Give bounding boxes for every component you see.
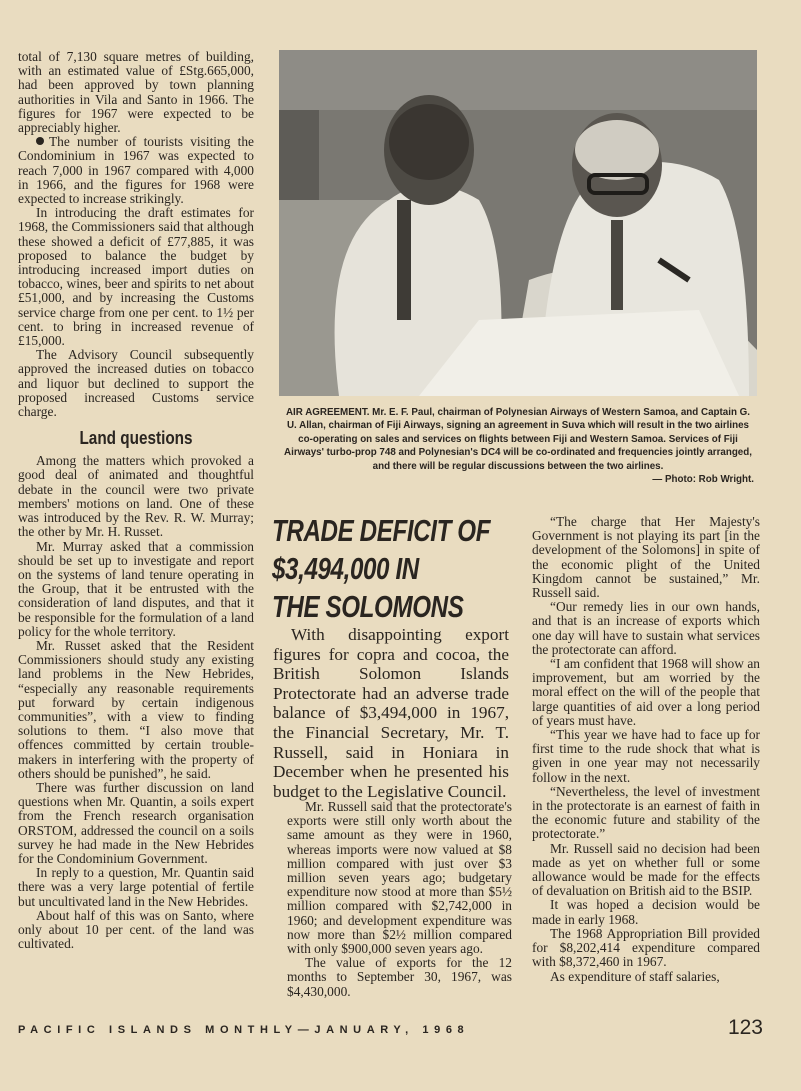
paragraph: Mr. Russell said no decision had been made as yet on whether full or some allowance would be made for the effects of devaluation on British aid to the BSIP. bbox=[532, 840, 760, 899]
paragraph: “This year we have had to face up for first time to the rude shock that what is given in one year may not necessarily follow in the next. bbox=[532, 727, 760, 785]
paragraph: Among the matters which provoked a good deal of animated and thoughtful debate in the council were two private members' motions on land. One of these was introduced by the Rev. R. W. Murray; the other by Mr. H. Russet. bbox=[18, 453, 254, 540]
middle-column bbox=[287, 800, 512, 999]
subheading: Land questions bbox=[79, 428, 193, 449]
headline-line-2: $3,494,000 IN bbox=[272, 551, 419, 586]
page-footer bbox=[18, 1016, 763, 1046]
paragraph: “Our remedy lies in our own hands, and that is an increase of exports which one day will have to sustain what services the protectorate can afford. bbox=[532, 599, 760, 657]
paragraph: “I am confident that 1968 will show an improvement, but am worried by the moral effect on the will of the people that large quantities of aid over a long period of years must have. bbox=[532, 656, 760, 728]
page-number: 123 bbox=[727, 1016, 763, 1039]
article-headline bbox=[272, 512, 529, 626]
photo-caption bbox=[282, 406, 754, 486]
left-column bbox=[18, 50, 254, 951]
paragraph: As expenditure of staff salaries, bbox=[550, 968, 720, 984]
paragraph: Mr. Russet asked that the Resident Commissioners should study any existing land problems in the New Hebrides, “especially any reasonable requirements put forward by certain indigenous communities”, with a view to finding solutions to them. “I also move that offences committed by certain trouble-makers in interfering with the property of others should be punished”, he said. bbox=[18, 637, 254, 781]
paragraph: total of 7,130 square metres of building, with an estimated value of £Stg.665,000, had been approved by town planning authorities in Vila and Santo in 1966. The figures for 1967 were expected to be appreciably higher. bbox=[18, 49, 254, 136]
paragraph: Mr. Russell said that the protectorate's exports were still only worth about the same amount as they were in 1960, whereas imports were now valued at $8 million compared with just over $3 million seven years ago; budgetary expenditure now stood at more than $5½ million compared with $2,742,000 in 1960; and development expenditure was now more than $2½ million compared with only $900,000 seven years ago. bbox=[287, 799, 512, 957]
headline-line-1: TRADE DEFICIT OF bbox=[272, 513, 491, 548]
bullet-icon bbox=[36, 137, 44, 145]
photo-illustration bbox=[279, 50, 757, 396]
bullet-paragraph bbox=[18, 135, 254, 206]
lead-text: With disappointing export figures for copra and cocoa, the British Solomon Islands Protectorate had an adverse trade balance of $3,494,000 in 1967, the Financial Secretary, Mr. T. Russell, said in Honiara in December when he presented his budget to the Legislative Council. bbox=[273, 625, 509, 801]
paragraph: The 1968 Appropriation Bill provided for $8,202,414 expenditure compared with $8,372,460 in 1967. bbox=[532, 925, 760, 970]
news-photo bbox=[279, 50, 757, 396]
paragraph-text: The number of tourists visiting the Condominium in 1967 was expected to reach 7,000 in 1967 compared with 4,000 in 1966, and the figures for 1968 were expected to increase strikingly. bbox=[18, 134, 254, 207]
paragraph: Mr. Murray asked that a commission should be set up to investigate and report on the systems of land tenure operating in the Group, that it be entrusted with the consideration of land disputes, and that it be responsible for the formulation of a land policy for the whole territory. bbox=[18, 538, 254, 639]
paragraph: In reply to a question, Mr. Quantin said there was a very large potential of fertile but uncultivated land in the New Hebrides. bbox=[18, 865, 254, 909]
masthead: PACIFIC ISLANDS MONTHLY—JANUARY, 1968 bbox=[18, 1024, 470, 1036]
paragraph: It was hoped a decision would be made in early 1968. bbox=[532, 897, 760, 927]
paragraph: The value of exports for the 12 months to September 30, 1967, was $4,430,000. bbox=[287, 955, 512, 999]
paragraph: There was further discussion on land questions when Mr. Quantin, a soils expert from the French research organisation ORSTOM, addressed the council on a soils survey he had made in the New Hebrides for the Condominium Government. bbox=[18, 779, 254, 866]
paragraph: About half of this was on Santo, where only about 10 per cent. of the land was cultivated. bbox=[18, 907, 254, 952]
lead-paragraph bbox=[273, 625, 509, 801]
paragraph: The Advisory Council subsequently approved the increased duties on tobacco and liquor but declined to support the proposed increased Customs service charge. bbox=[18, 347, 254, 420]
paragraph: “Nevertheless, the level of investment in the protectorate is an earnest of faith in the economic future and stability of the protectorate.” bbox=[532, 783, 760, 842]
paragraph: “The charge that Her Majesty's Government is not playing its part [in the development of the Solomons] in spite of the economic plight of the United Kingdom cannot be sustained,” Mr. Russell said. bbox=[532, 514, 760, 601]
right-column bbox=[532, 515, 760, 984]
caption-text: AIR AGREEMENT. Mr. E. F. Paul, chairman of Polynesian Airways of Western Samoa, and Captain G. U. Allan, chairman of Fiji Airways, signing an agreement in Suva which will result in the two airlines co-operating on sales and services on flights between Fiji and Western Samoa. Services of Fiji Airways' turbo-prop 748 and Polynesian's DC4 will be co-ordinated and frequencies jointly arranged, and there will be regular discussions between the two airlines. bbox=[284, 407, 752, 472]
photo-credit: — Photo: Rob Wright. bbox=[652, 474, 754, 486]
paragraph: In introducing the draft estimates for 1968, the Commissioners said that although these showed a deficit of £77,885, it was proposed to balance the budget by introducing increased import duties on tobacco, wines, beer and spirits to net about £51,000, and by increasing the Customs service charge from one per cent. to 1½ per cent. to bring in increased revenue of £15,000. bbox=[18, 205, 254, 349]
headline-line-3: THE SOLOMONS bbox=[272, 589, 464, 624]
